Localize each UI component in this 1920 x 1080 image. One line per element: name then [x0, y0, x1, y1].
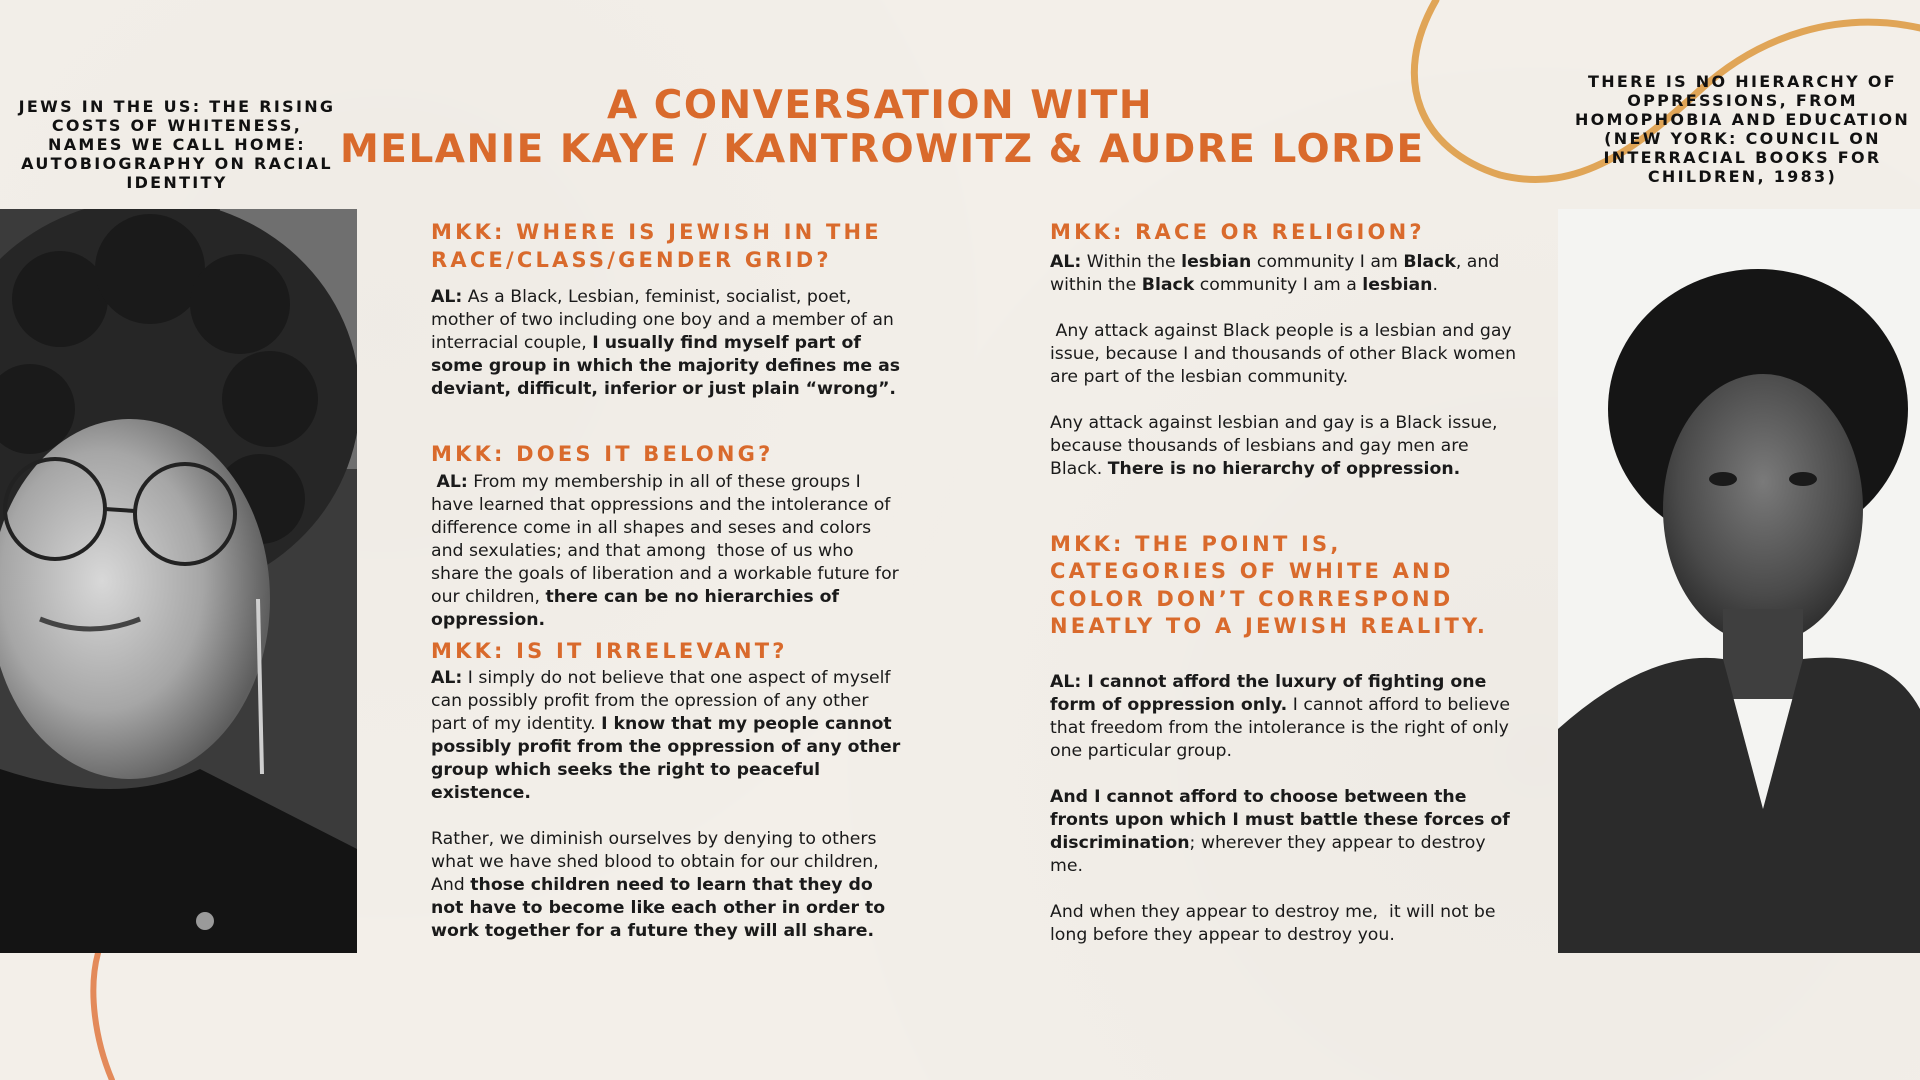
answer-text: AL: I cannot afford the luxury of fighting one form of oppression only. I cannot afford to believe that freedom from the intolerance is the right of only one particular group. And I cannot afford to choose between the fronts upon which I must battle these forces of discrimination; wherever they appear to destroy me. And when they appear to destroy me, it will not be long before they appear to destroy you. [1050, 671, 1511, 945]
qa-block-grid [431, 219, 901, 401]
question-heading: MKK: THE POINT IS, CATEGORIES OF WHITE AND COLOR DON’T CORRESPOND NEATLY TO A JEWISH REALITY. [1050, 531, 1489, 638]
answer-text: AL: I simply do not believe that one aspect of myself can possibly profit from the opression of any other part of my identity. I know that my people cannot possibly profit from the oppression of any other group which seeks the right to peaceful existence. Rather, we diminish ourselves by denying to others what we have shed blood to obtain for our children, And those children need to learn that they do not have to become like each other in order to work together for a future they will all share. [431, 668, 901, 941]
qa-block-irrelevant [431, 638, 901, 944]
answer-text: AL: Within the lesbian community I am Black, and within the Black community I am a lesbian. Any attack against Black people is a lesbian and gay issue, because I and thousands of other Black women are part of the lesbian community. Any attack against lesbian and gay is a Black issue, because thousands of lesbians and gay men are Black. There is no hierarchy of oppression. [1050, 251, 1517, 479]
answer-text: AL: As a Black, Lesbian, feminist, socialist, poet, mother of two including one boy and a member of an interracial couple, I usually find myself part of some group in which the majority defines me as deviant, difficult, inferior or just plain “wrong”. [431, 287, 901, 399]
left-book-caption: JEWS IN THE US: THE RISING COSTS OF WHITENESS, NAMES WE CALL HOME: AUTOBIOGRAPHY ON RACIAL IDENTITY [18, 97, 336, 192]
left-qa-column [431, 219, 901, 943]
question-heading: MKK: RACE OR RELIGION? [1050, 220, 1425, 244]
portrait-photo-left [0, 209, 357, 953]
title-line-1: A CONVERSATION WITH [606, 83, 1154, 128]
qa-block-race-religion [1050, 219, 1520, 481]
qa-block-belong [431, 441, 901, 632]
answer-text: AL: From my membership in all of these groups I have learned that oppressions and the intolerance of difference come in all shapes and seses and colors and sexulaties; and that among those of us who share the goals of liberation and a workable future for our children, there can be no hierarchies of oppression. [431, 471, 899, 630]
right-qa-column [1050, 219, 1520, 947]
question-heading: MKK: IS IT IRRELEVANT? [431, 638, 788, 663]
portrait-left-illustration [0, 209, 357, 953]
portrait-right-illustration [1558, 209, 1920, 953]
page-title [340, 83, 1425, 172]
portrait-photo-right [1558, 209, 1920, 953]
question-heading: MKK: DOES IT BELONG? [431, 442, 774, 466]
bottom-left-swoosh [93, 953, 112, 1080]
question-heading: MKK: WHERE IS JEWISH IN THE RACE/CLASS/GENDER GRID? [431, 220, 882, 272]
right-book-caption: THERE IS NO HIERARCHY OF OPPRESSIONS, FROM HOMOPHOBIA AND EDUCATION (NEW YORK: COUNCIL ON INTERRACIAL BOOKS FOR CHILDREN, 1983) [1574, 72, 1911, 186]
qa-block-point [1050, 531, 1520, 947]
title-line-2: MELANIE KAYE / KANTROWITZ & AUDRE LORDE [340, 127, 1425, 172]
